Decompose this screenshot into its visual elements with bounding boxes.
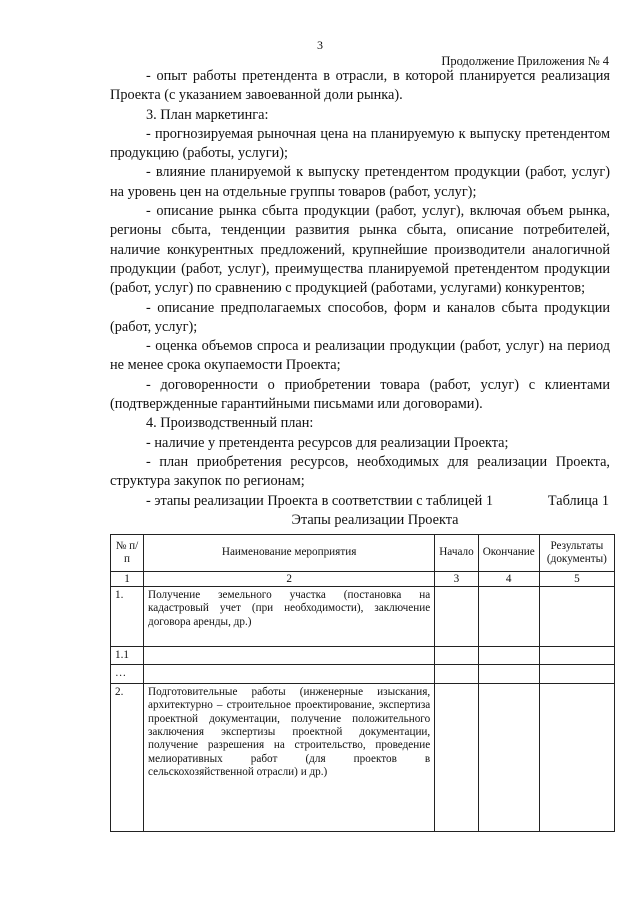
row-cell [435, 665, 478, 683]
header-results: Результаты (документы) [539, 535, 614, 572]
row-num: 2. [111, 683, 144, 831]
row-cell [478, 647, 539, 665]
row-cell [435, 587, 478, 647]
header-start: Начало [435, 535, 478, 572]
table-header-row [111, 535, 615, 572]
row-num: … [111, 665, 144, 683]
stages-table [110, 534, 615, 832]
row-cell [478, 665, 539, 683]
row-num: 1.1 [111, 647, 144, 665]
paragraph: - оценка объемов спроса и реализации продукции (работ, услуг) на период не менее срока окупаемости Проекта; [110, 338, 610, 374]
row-name [144, 665, 435, 683]
row-cell [539, 587, 614, 647]
row-num: 1. [111, 587, 144, 647]
paragraph: - план приобретения ресурсов, необходимых для реализации Проекта, структура закупок по регионам; [110, 453, 610, 490]
column-number: 3 [435, 572, 478, 587]
paragraph: - этапы реализации Проекта в соответствии с таблицей 1 [146, 492, 494, 509]
paragraph: - наличие у претендента ресурсов для реализации Проекта; [146, 434, 509, 451]
paragraph: - описание рынка сбыта продукции (работ, услуг), включая объем рынка, регионы сбыта, тенденции развития рынка сбыта, описание потребителей, наличие конкурентных предложений, крупнейшие производители аналогичной продукции (работ, услуг), преимущества планируемой претендентом продукции (работ, услуг) по сравнению с продукцией (работами, услугами) конкурентов; [110, 203, 610, 297]
header-name: Наименование мероприятия [144, 535, 435, 572]
table-caption: Таблица 1 [547, 493, 609, 509]
table-row [111, 665, 615, 683]
column-number: 2 [144, 572, 435, 587]
table-title: Этапы реализации Проекта [291, 512, 459, 528]
table-row [111, 683, 615, 831]
column-number: 5 [539, 572, 614, 587]
header-num: № п/п [111, 535, 144, 572]
paragraph: - опыт работы претендента в отрасли, в которой планируется реализация Проекта (с указанием завоеванной доли рынка). [110, 68, 610, 104]
row-cell [539, 647, 614, 665]
paragraph: 3. План маркетинга: [146, 106, 269, 123]
paragraph: - прогнозируемая рыночная цена на планируемую к выпуску претендентом продукцию (работы, услуги); [110, 125, 610, 162]
row-cell [478, 587, 539, 647]
column-number: 4 [478, 572, 539, 587]
header-end: Окончание [478, 535, 539, 572]
table-row [111, 587, 615, 647]
paragraph: - описание предполагаемых способов, форм и каналов сбыта продукции (работ, услуг); [110, 299, 610, 335]
body-text [110, 67, 610, 511]
row-name: Подготовительные работы (инженерные изыскания, архитектурно – строительное проектирование, экспертиза проектной документации, получение положительного заключения экспертизы проектной документации, получение разрешения на строительство, проведение мелиоративных работ (для проектов в сельскохозяйственной отрасли) и др.) [144, 683, 435, 831]
row-name: Получение земельного участка (постановка на кадастровый учет (при необходимости), заключение договора аренды, др.) [144, 587, 435, 647]
row-cell [539, 683, 614, 831]
row-cell [435, 683, 478, 831]
row-cell [435, 647, 478, 665]
table-row [111, 647, 615, 665]
page-number: 3 [317, 38, 323, 52]
row-cell [539, 665, 614, 683]
row-name [144, 647, 435, 665]
column-number: 1 [111, 572, 144, 587]
row-cell [478, 683, 539, 831]
column-number-row [111, 572, 615, 587]
paragraph: - договоренности о приобретении товара (работ, услуг) с клиентами (подтвержденные гарантийными письмами или договорами). [110, 376, 610, 413]
paragraph: 4. Производственный план: [146, 415, 314, 432]
appendix-label: Продолжение Приложения № 4 [441, 54, 609, 68]
paragraph: - влияние планируемой к выпуску претендентом продукции (работ, услуг) на уровень цен на отдельные группы товаров (работ, услуг); [110, 164, 610, 200]
